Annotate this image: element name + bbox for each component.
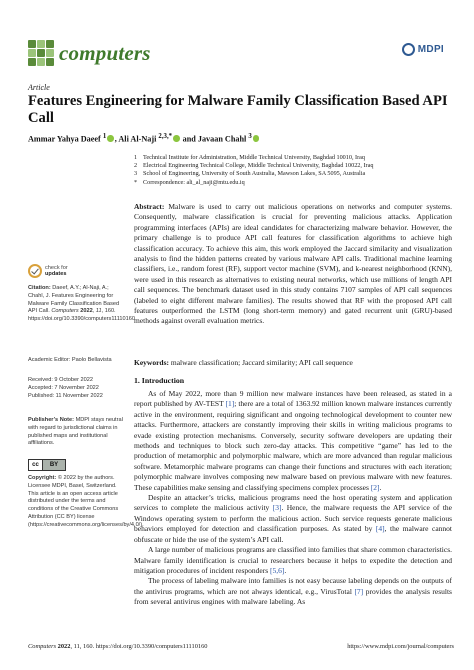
accepted-date: Accepted: 7 November 2022 [28,384,99,391]
affiliation-item: 2 Electrical Engineering Technical College, Middle Technical University, Baghdad 10022, Iraq [134,162,374,170]
author-list [28,133,260,144]
affiliations [134,154,454,187]
received-date: Received: 9 October 2022 [28,377,93,383]
citation-info: Citation: Daeef, A.Y.; Al-Naji, A.; Chahl, J. Features Engineering for Malware Family Classification Based API Call. Computers 2022, 11, 160. https://doi.org/10.3390/computers11110160 [28,285,135,323]
paragraph: The process of labeling malware into families is not easy because labeling depends on the outputs of the antivirus programs, which are not always identical, e.g., VirusTotal [7] provides the analysis results from several antivirus engines with malware labeling. As [134,576,452,607]
orcid-icon[interactable] [253,135,260,142]
affiliation-item: 1 Technical Institute for Administration, Middle Technical University, Baghdad 10010, Iraq [134,154,366,161]
abstract-text: Malware is used to carry out malicious operations on networks and computer systems. Consequently, malware classification is crucial for preventing malicious attacks. Application programming interfaces (APIs) are ideal candidates for characterizing malware behavior. However, the primary challenge is to produce API call features for classification algorithms to achieve high classification accuracy. To achieve this aim, this work employed the Jaccard similarity and visualization analysis to find the hidden patterns created by various malware API calls. Traditional machine learning classifiers, i.e., random forest (RF), support vector machine (SVM), and k-nearest neighborhood (KNN), were used in this research as alternatives to existing neural networks, which use millions of length API call sequences. The benchmark dataset used in this study contains 7107 samples of API call sequences (labeled to eight different malware families). The results showed that RF with the proposed API call features outperformed the LSTM (long short-term memory) and gated recurrent unit (GRU)-based methods against overall evaluation metrics. [134,202,452,326]
section-body [134,389,452,608]
publisher-logo [402,43,444,56]
publisher-note: Publisher’s Note: MDPI stays neutral with regard to jurisdictional claims in published maps and institutional affiliations. [28,417,123,447]
author-affiliation-sup: 3 [248,133,252,140]
journal-url[interactable]: https://www.mdpi.com/journal/computers [347,643,454,650]
citation-link[interactable]: [7] [354,586,364,596]
citation-link[interactable]: [1] [225,399,235,409]
journal-logo-icon [28,40,54,66]
paragraph: A large number of malicious programs are classified into families that share common characteristics. Malware family identification is crucial to researchers because it helps to expedite the detection and mitigation procedures of incident responders [5,6]. [134,545,452,575]
author-name: , Ali Al-Naji [114,134,157,144]
citation-link[interactable]: [3] [272,503,282,513]
correspondence: * Correspondence: ali_al_naji@mtu.edu.iq [134,178,245,186]
article-title: Features Engineering for Malware Family Classification Based API Call [28,93,448,126]
publisher-name: MDPI [417,44,444,55]
paragraph: As of May 2022, more than 9 million new malware instances have been released, as stated in a report published by AV-TEST [1]; there are a total of 1363.92 million known malware instances currently active in the environment, requiring significant and ongoing technological development to counter new attacks. Furthermore, attackers are constantly improving their skills in writing malicious programs to evade existing protection mechanisms. Conversely, security software developers are updating their methods and techniques to block such zero-day attacks. This competitive “game” has led to the production of metamorphic and polymorphic malware, which are more advanced than regular malicious software. Metamorphic malware programs can change their functions and structures with each iteration; polymorphic malware involves composing new malware based on previous malware with new features. These capabilities make sensing and classifying specimens complex processes [2]. [134,389,452,492]
keywords [134,358,452,368]
keywords-text: malware classification; Jaccard similarity; API call sequence [169,358,353,367]
author-affiliation-sup: 1 [102,133,107,140]
author-affiliation-sup: 2,3,* [158,133,173,140]
abstract [134,202,452,327]
abstract-label: Abstract: [134,202,165,211]
footer-citation: Computers 2022, 11, 160. https://doi.org/10.3390/computers11110160 [28,643,208,650]
academic-editor: Academic Editor: Paolo Bellavista [28,357,112,363]
journal-logo [28,40,151,66]
cc-by-license-icon[interactable]: cc BY [28,459,66,471]
article-type: Article [28,83,50,92]
checkmark-icon [28,264,42,278]
section-heading: 1. Introduction [134,376,185,385]
publication-dates [28,377,123,400]
affiliation-item: 3 School of Engineering, University of South Australia, Mawson Lakes, SA 5095, Australia [134,170,366,178]
author-name: Ammar Yahya Daeef [28,134,101,144]
copyright-notice: Copyright: © 2022 by the authors. Licensee MDPI, Basel, Switzerland. This article is an open access article distributed under the terms and conditions of the Creative Commons Attribution (CC BY) license (https://creativecommons.org/licenses/by/4.0/). [28,475,144,528]
orcid-icon[interactable] [173,135,180,142]
mdpi-circle-icon [402,43,415,56]
author-name: and Javaan Chahl [180,134,247,144]
keywords-label: Keywords: [134,358,169,367]
published-date: Published: 11 November 2022 [28,392,103,399]
citation-link[interactable]: [4] [375,524,385,534]
journal-name: computers [59,40,151,65]
page-footer [28,643,454,650]
citation-link[interactable]: [2] [370,482,380,492]
paragraph: Despite an attacker’s tricks, malicious programs need the host operating system and application services to complete the malicious activity [3]. Hence, the malware requests the API service of the Windows operating system to perform the malicious action. Such service requests generate malicious behaviors employed for detection and classification purposes. As stated by [4], the malware cannot obfuscate or hide the use of the system’s API call. [134,493,452,544]
citation-link[interactable]: [5,6] [270,565,285,575]
check-for-updates-button[interactable]: check for updates [28,264,68,278]
orcid-icon[interactable] [107,135,114,142]
doi-link[interactable]: , 160. https://doi.org/10.3390/computers11110160 [28,308,135,323]
